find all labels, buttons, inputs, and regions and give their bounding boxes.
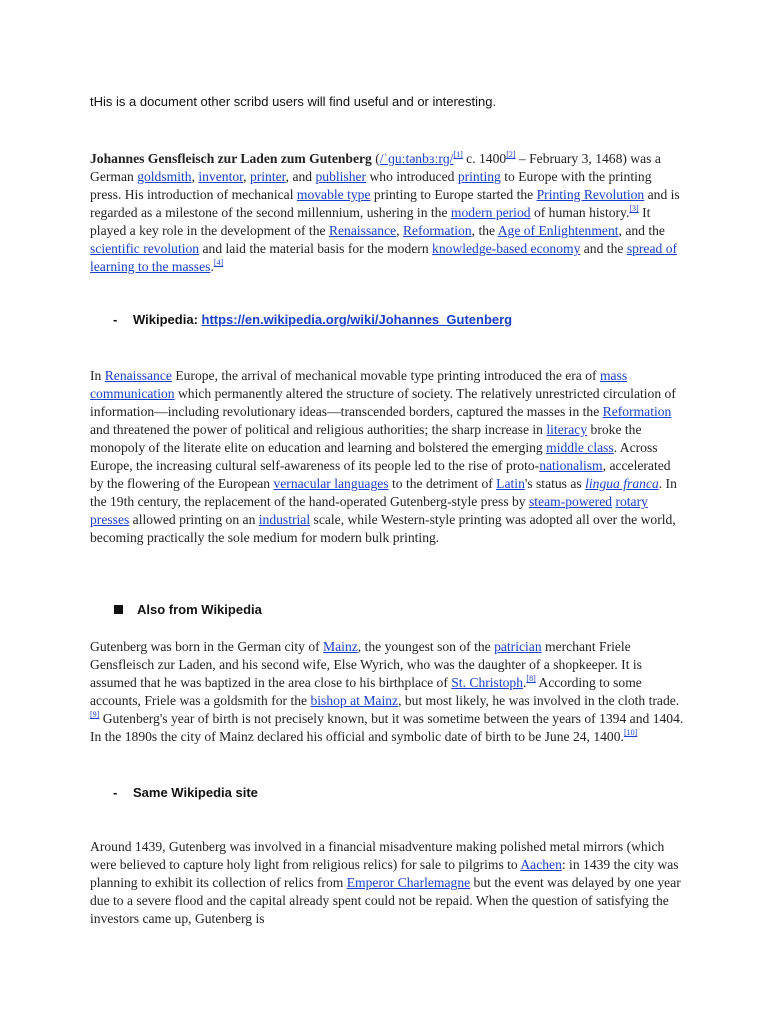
text-run: but the event was delayed by one year due to a severe flood and the capital already spent could not be repaid. When the question of satisfying the investors came up, Gutenberg is (90, 875, 681, 926)
text-run: and laid the material basis for the modern (199, 241, 433, 256)
text-run: It played a key role in the development of the (90, 205, 651, 238)
italic-term (585, 476, 659, 491)
square-bullet-icon (114, 605, 123, 614)
paragraph-gutenberg-intro (90, 150, 686, 276)
link-renaissance[interactable]: Renaissance (104, 368, 172, 383)
link-rotary-presses[interactable]: rotary presses (90, 494, 648, 527)
link-industrial[interactable]: industrial (258, 512, 311, 527)
link-latin[interactable]: Latin (496, 476, 525, 491)
link-inventor[interactable]: inventor (198, 169, 244, 184)
link-printing[interactable]: printing (457, 169, 501, 184)
text-run: In (90, 368, 105, 383)
link-ipa-pronunciation[interactable]: /ˈɡuːtənbɜːrɡ/ (379, 151, 454, 166)
source-bullet-same-wikipedia-site (113, 785, 258, 800)
paragraph-early-life (90, 638, 686, 746)
intro-text: tHis is a document other scribd users will find useful and or interesting. (90, 94, 497, 109)
link-modern-period[interactable]: modern period (450, 205, 531, 220)
citation-link[interactable]: [8] (526, 674, 536, 683)
text-run: scale, while Western-style printing was adopted all over the world, becoming practically the sole medium for modern bulk printing. (90, 512, 676, 545)
link-age-of-enlightenment[interactable]: Age of Enlightenment (497, 223, 619, 238)
link-st-christoph[interactable]: St. Christoph (451, 675, 524, 690)
link-knowledge-based-economy[interactable]: knowledge-based economy (432, 241, 581, 256)
citation-link[interactable]: [9] (90, 710, 100, 719)
citation-link[interactable]: [2] (506, 150, 516, 159)
text-run: . In the 19th century, the replacement of the hand-operated Gutenberg-style press by (90, 476, 677, 509)
citation-2[interactable] (506, 150, 515, 159)
citation-4[interactable] (214, 258, 223, 267)
link-renaissance[interactable]: Renaissance (328, 223, 397, 238)
text-run: merchant Friele Gensfleisch zur Laden, and his second wife, Else Wyrich, who was the daughter of a shopkeeper. It is assumed that he was baptized in the area close to his birthplace of (90, 639, 642, 690)
link-nationalism[interactable]: nationalism (539, 458, 603, 473)
link-emperor-charlemagne[interactable]: Emperor Charlemagne (346, 875, 471, 890)
link-patrician[interactable]: patrician (494, 639, 542, 654)
text-run: , the (471, 223, 498, 238)
text-run: which permanently altered the structure of society. The relatively unrestricted circulation of information—including revolutionary ideas—transcended borders, captured the masses in the (90, 386, 676, 419)
text-run: ( (371, 151, 380, 166)
citation-8[interactable] (526, 674, 535, 683)
paragraph-mass-communication (90, 367, 686, 547)
citation-link[interactable]: [1] (453, 150, 463, 159)
link-steam-powered[interactable]: steam-powered (529, 494, 613, 509)
text-run: , (243, 169, 250, 184)
citation-link[interactable]: [3] (629, 204, 639, 213)
link-publisher[interactable]: publisher (315, 169, 367, 184)
link-reformation[interactable]: Reformation (602, 404, 672, 419)
link-mainz[interactable]: Mainz (323, 639, 358, 654)
link-middle-class[interactable]: middle class (546, 440, 614, 455)
text-run: . (523, 675, 527, 690)
link-spread-of-learning[interactable]: spread of learning to the masses (90, 241, 678, 274)
citation-link[interactable]: [4] (213, 258, 224, 267)
text-run: . (210, 259, 214, 274)
subject-name: Johannes Gensfleisch zur Laden zum Gutenberg (90, 151, 372, 166)
section-bullet-also-from-wikipedia (113, 602, 262, 617)
text-run: broke the monopoly of the literate elite on education and learning and bolstered the emerging (90, 422, 642, 455)
text-run: , (396, 223, 403, 238)
text-run: , but most likely, he was involved in the cloth trade. (398, 693, 680, 708)
link-scientific-revolution[interactable]: scientific revolution (90, 241, 200, 256)
text-run: , the youngest son of the (357, 639, 495, 654)
text-run: of human history. (530, 205, 630, 220)
link-lingua-franca[interactable]: lingua franca (585, 476, 659, 491)
citation-link[interactable]: [10] (623, 728, 638, 737)
source-bullet-wikipedia (113, 312, 512, 327)
wikipedia-url-link[interactable]: https://en.wikipedia.org/wiki/Johannes_Gutenberg (201, 312, 513, 327)
link-goldsmith[interactable]: goldsmith (137, 169, 192, 184)
link-reformation[interactable]: Reformation (402, 223, 472, 238)
text-run: . Across Europe, the increasing cultural self-awareness of its people led to the rise of proto- (90, 440, 658, 473)
citation-3[interactable] (629, 204, 638, 213)
bullet-label: Same Wikipedia site (133, 785, 258, 800)
link-printer[interactable]: printer (249, 169, 286, 184)
link-mass-communication[interactable]: mass communication (90, 368, 628, 401)
text-run: to Europe with the printing press. His introduction of mechanical (90, 169, 652, 202)
link-movable-type[interactable]: movable type (296, 187, 371, 202)
text-run: Around 1439, Gutenberg was involved in a financial misadventure making polished metal mirrors (which were believed to capture holy light from religious relics) for sale to pilgrims to (90, 839, 665, 872)
source-label: Wikipedia: (133, 312, 202, 327)
citation-10[interactable] (624, 728, 637, 737)
text-run: 's status as (524, 476, 586, 491)
text-run: and threatened the power of political and religious authorities; the sharp increase in (90, 422, 547, 437)
link-vernacular-languages[interactable]: vernacular languages (273, 476, 389, 491)
bullet-label: Also from Wikipedia (137, 602, 262, 617)
link-literacy[interactable]: literacy (546, 422, 588, 437)
citation-9[interactable] (90, 710, 99, 719)
citation-1[interactable] (453, 150, 462, 159)
text-run: , and (285, 169, 316, 184)
text-run: printing to Europe started the (370, 187, 537, 202)
text-run: and the (580, 241, 627, 256)
text-run: Europe, the arrival of mechanical movable type printing introduced the era of (171, 368, 600, 383)
paragraph-mirrors-venture (90, 838, 686, 928)
text-run: to the detriment of (388, 476, 497, 491)
text-run: who introduced (366, 169, 458, 184)
text-run: – February 3, 1468) was a German (90, 151, 661, 184)
text-run: Gutenberg's year of birth is not precisely known, but it was sometime between the years of 1394 and 1404. In the 1890s the city of Mainz declared his official and symbolic date of birth to be June 24, 1400. (90, 711, 684, 744)
dash-marker: - (113, 312, 118, 327)
text-run: According to some accounts, Friele was a goldsmith for the (90, 675, 642, 708)
text-run: , and the (618, 223, 665, 238)
text-run: : in 1439 the city was planning to exhibit its collection of relics from (90, 857, 679, 890)
text-run: Gutenberg was born in the German city of (90, 639, 324, 654)
link-aachen[interactable]: Aachen (520, 857, 562, 872)
text-run: , accelerated by the flowering of the European (90, 458, 671, 491)
link-bishop-at-mainz[interactable]: bishop at Mainz (310, 693, 399, 708)
dash-marker: - (113, 785, 118, 800)
text-run: , (191, 169, 199, 184)
text-run: allowed printing on an (129, 512, 259, 527)
text-run: and is regarded as a milestone of the second millennium, ushering in the (90, 187, 680, 220)
text-run: c. 1400 (462, 151, 507, 166)
link-printing-revolution[interactable]: Printing Revolution (536, 187, 645, 202)
